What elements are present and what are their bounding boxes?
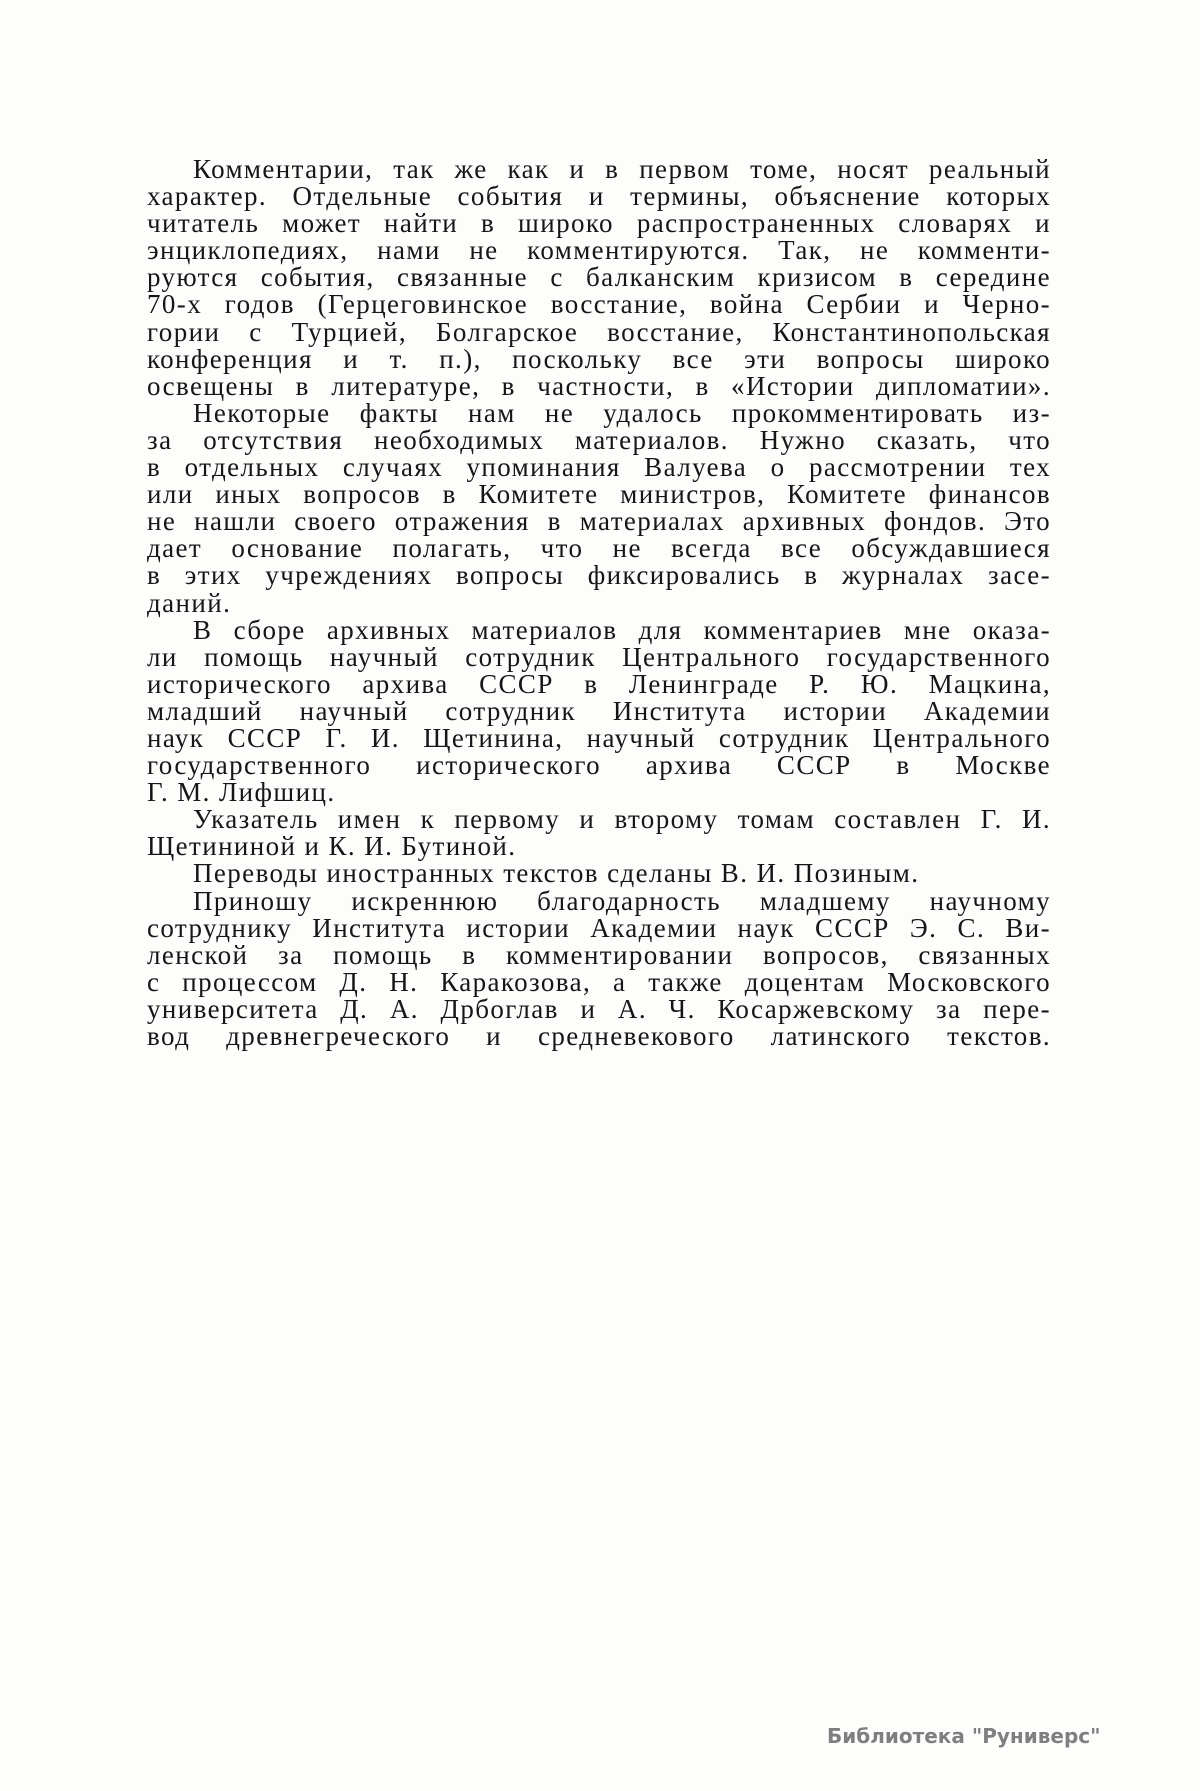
text-line: дает основание полагать, что не всегда все обсуждавшиеся: [147, 533, 1051, 564]
text-line: ли помощь научный сотрудник Центрального государственного: [147, 641, 1051, 672]
text-line: руются события, связанные с балканским кризисом в середине: [147, 262, 1051, 293]
text-line: Указатель имен к первому и второму томам составлен Г. И.: [193, 804, 1051, 835]
text-line: в этих учреждениях вопросы фиксировались в журналах засе-: [147, 560, 1051, 591]
text-line: сотруднику Института истории Академии наук СССР Э. С. Ви-: [147, 912, 1051, 943]
text-line: с процессом Д. Н. Каракозова, а также доцентам Московского: [147, 966, 1051, 997]
text-line: освещены в литературе, в частности, в «Истории дипломатии».: [147, 370, 1051, 401]
text-line: Комментарии, так же как и в первом томе, носят реальный: [193, 154, 1051, 184]
text-line: гории с Турцией, Болгарское восстание, Константинопольская: [147, 316, 1051, 347]
library-watermark: Библиотека "Руниверс": [827, 1724, 1101, 1748]
paragraph: [147, 885, 1051, 1051]
text-line: университета Д. А. Дрбоглав и А. Ч. Косаржевскому за пере-: [147, 993, 1051, 1024]
paragraph: [147, 860, 1051, 887]
text-line: характер. Отдельные события и термины, объяснение которых: [147, 181, 1051, 212]
text-line: даний.: [147, 587, 232, 618]
paragraph: [147, 614, 1051, 808]
text-line: Г. М. Лифшиц.: [147, 777, 336, 808]
text-line: энциклопедиях, нами не комментируются. Так, не комменти-: [147, 235, 1051, 266]
body-text: [147, 156, 1051, 1050]
text-line: не нашли своего отражения в материалах архивных фондов. Это: [147, 506, 1051, 537]
text-line: государственного исторического архива СССР в Москве: [147, 750, 1051, 781]
text-line: за отсутствия необходимых материалов. Нужно сказать, что: [147, 424, 1051, 455]
text-line: наук СССР Г. И. Щетинина, научный сотрудник Центрального: [147, 722, 1051, 753]
text-line: или иных вопросов в Комитете министров, Комитете финансов: [147, 479, 1051, 510]
paragraph: [147, 397, 1051, 618]
paragraph: [147, 806, 1051, 860]
text-line: в отдельных случаях упоминания Валуева о рассмотрении тех: [147, 452, 1051, 483]
text-line: младший научный сотрудник Института истории Академии: [147, 695, 1051, 726]
text-line: читатель может найти в широко распространенных словарях и: [147, 208, 1051, 239]
text-line: Переводы иностранных текстов сделаны В. И. Позиным.: [193, 858, 920, 889]
text-line: В сборе архивных материалов для комментариев мне оказа-: [193, 614, 1051, 645]
text-line: Некоторые факты нам не удалось прокомментировать из-: [193, 397, 1051, 428]
text-line: конференция и т. п.), поскольку все эти вопросы широко: [147, 343, 1051, 374]
text-line: 70-х годов (Герцеговинское восстание, война Сербии и Черно-: [147, 289, 1051, 320]
text-line: вод древнегреческого и средневекового латинского текстов.: [147, 1021, 1051, 1051]
text-line: исторического архива СССР в Ленинграде Р. Ю. Мацкина,: [147, 668, 1051, 699]
text-line: ленской за помощь в комментировании вопросов, связанных: [147, 939, 1051, 970]
paragraph: [147, 156, 1051, 400]
text-line: Приношу искреннюю благодарность младшему научному: [193, 885, 1051, 916]
text-line: Щетининой и К. И. Бутиной.: [147, 831, 517, 862]
